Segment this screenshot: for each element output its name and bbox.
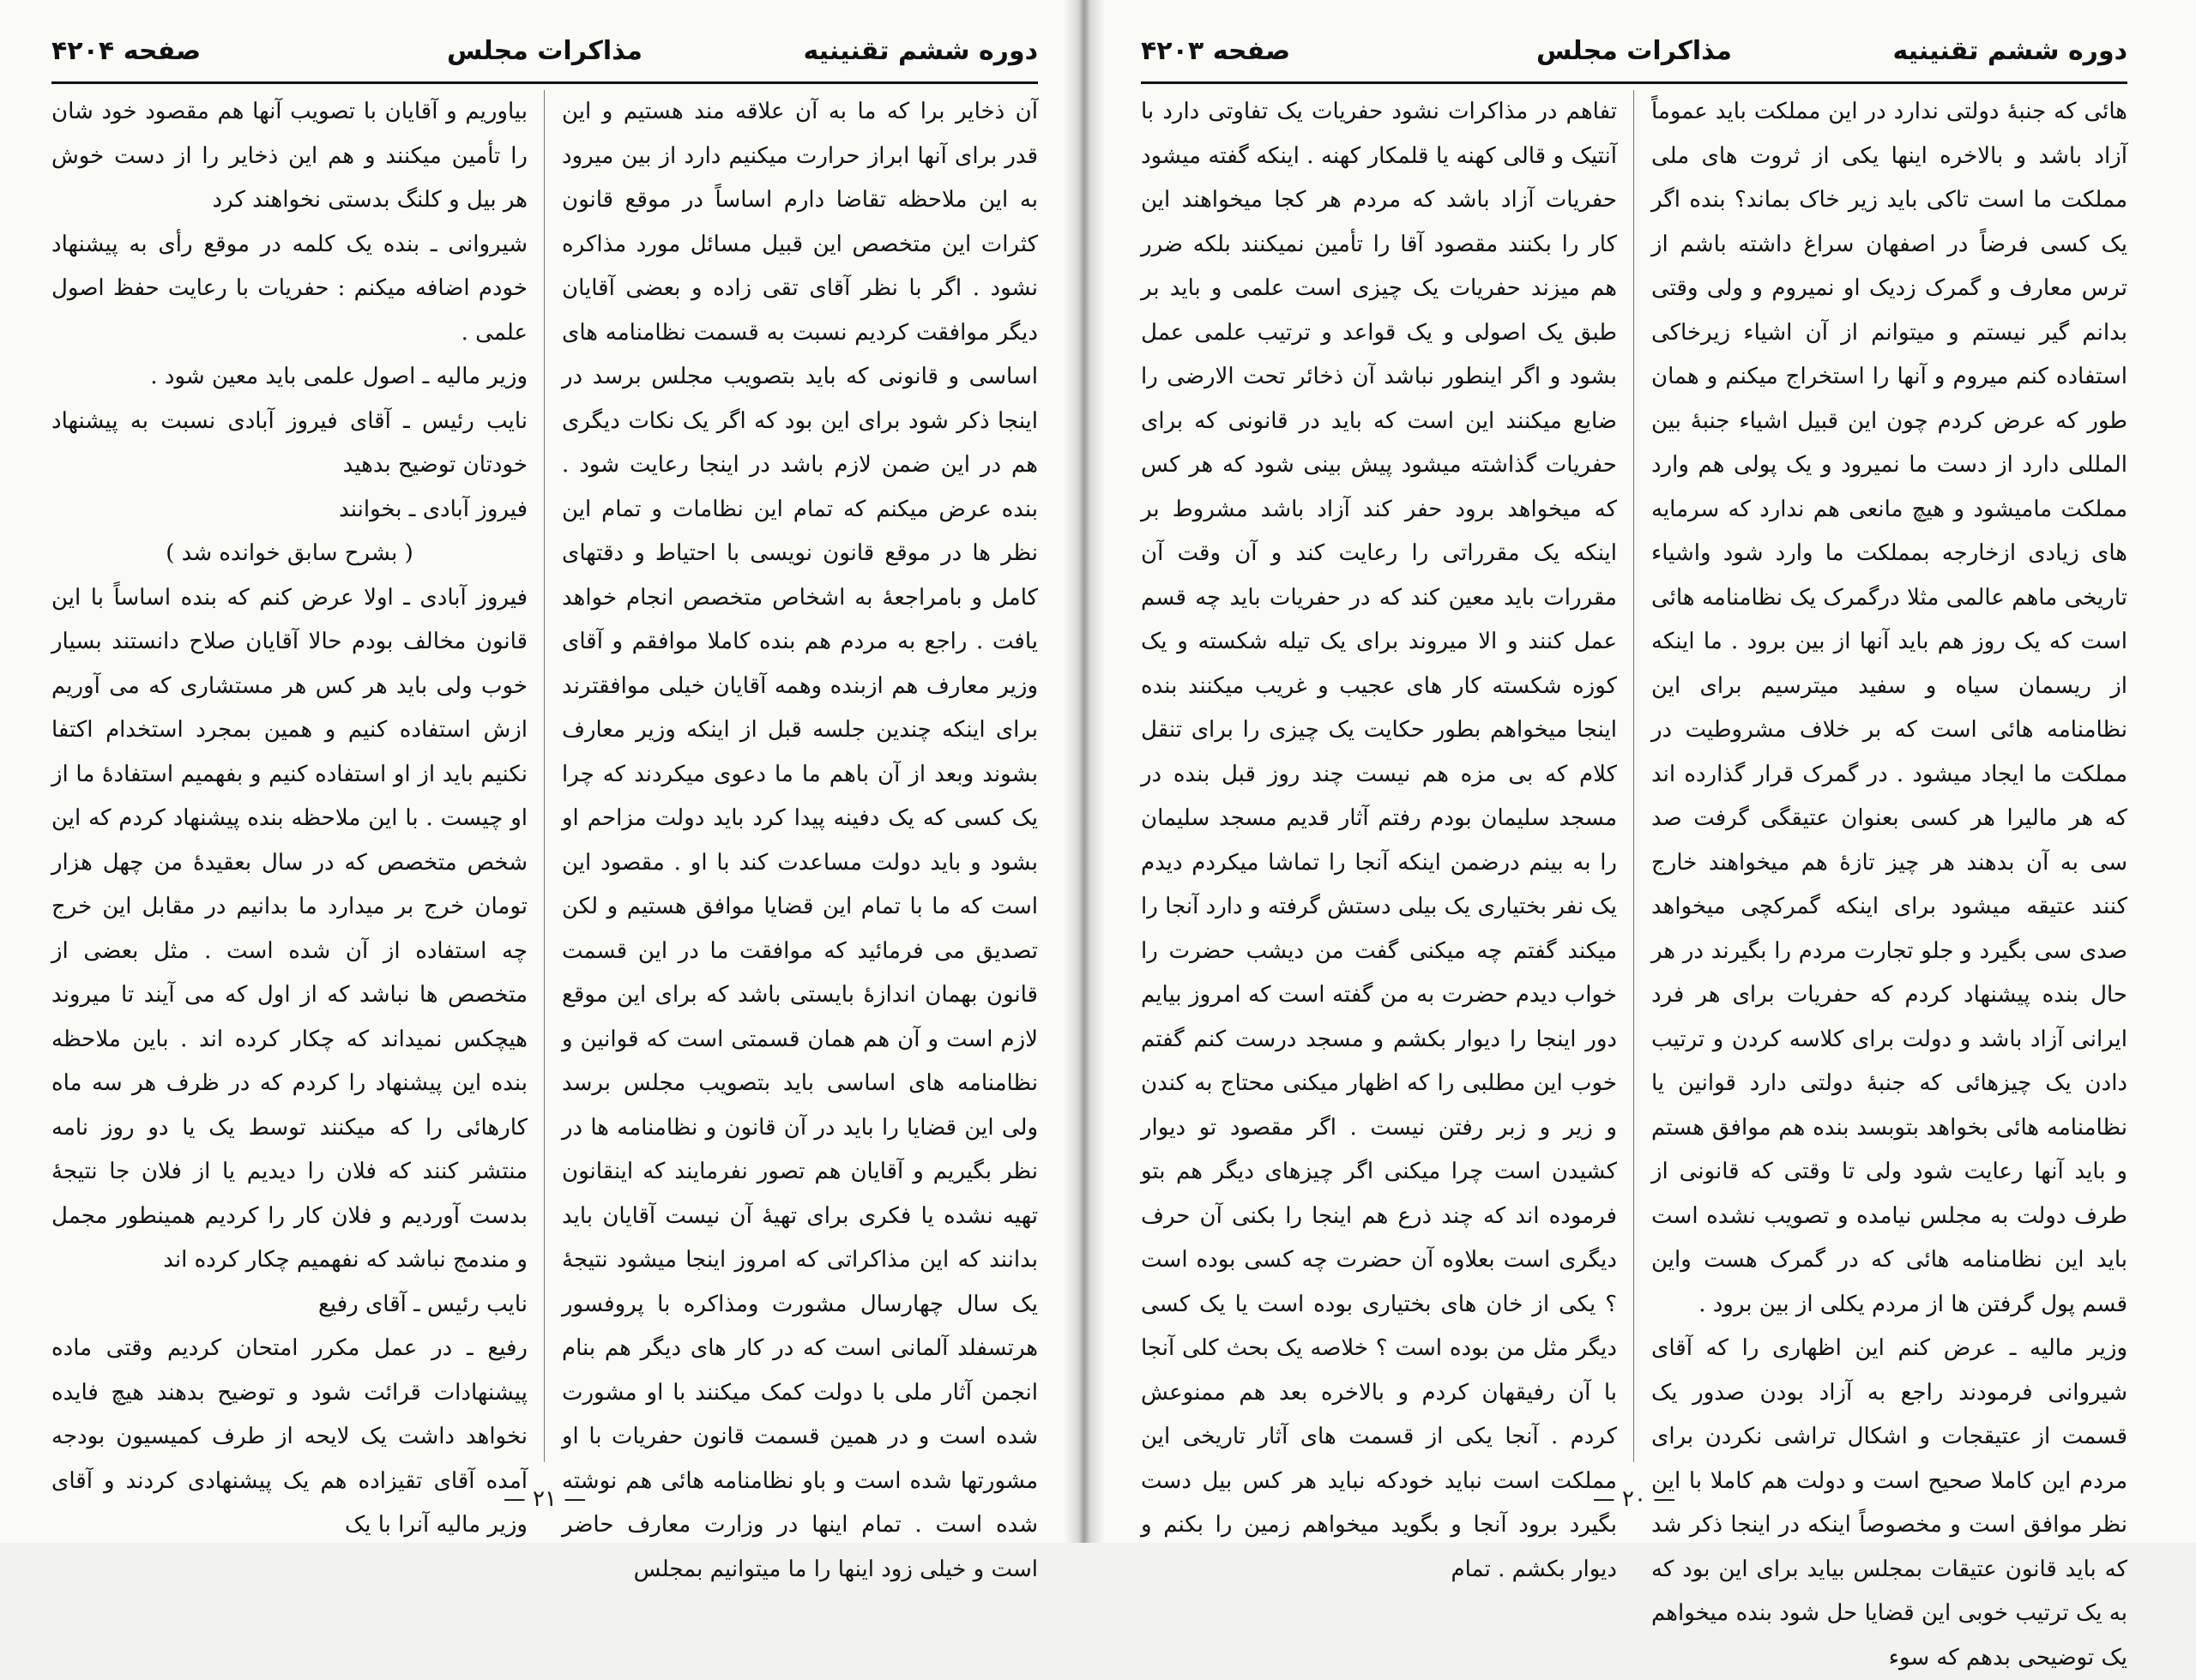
- paragraph: فیروز آبادی ـ بخوانند: [339, 496, 528, 522]
- column-divider: [1633, 90, 1634, 1462]
- page-footer: [26, 1486, 1064, 1512]
- header-title: مذاکرات مجلس: [1535, 36, 1733, 66]
- paragraph: نایب رئیس ـ آقای فیروز آبادی نسبت به پیشنهاد خودتان توضیح بدهید: [51, 407, 528, 478]
- paragraph: تفاهم در مذاکرات نشود حفریات یک تفاوتی دارد با آنتیک و قالی کهنه یا قلمکار کهنه . اینکه گفته میشود حفریات آزاد باشد که مردم هر کجا میخواهند این کار را بکنند مقصود آقا را تأمین نمیکنند بلکه ضرر هم میزند حفریات یک چیزی است علمی و باید بر طبق یک اصولی و یک قواعد و ترتیب علمی عمل بشود و اگر اینطور نباشد آن ذخائر تحت الارضی را ضایع میکنند این است که باید در قانونی که برای حفریات گذاشته میشود پیش بینی شود که هر کس که میخواهد برود حفر کند آزاد باشد مشروط بر اینکه یک مقرراتی را رعایت کند و آن وقت آن مقررات باید معین کند که در حفریات باید چه قسم عمل کنند و الا میروند برای یک تیله شکسته و یک کوزه شکسته کار های عجیب و غریب میکنند بنده اینجا میخواهم بطور حکایت یک چیزی را برای تنقل کلام که بی مزه هم نیست چند روز قبل بنده در مسجد سلیمان بودم رفتم آثار قدیم مسجد سلیمان را به بینم درضمن اینکه آنجا را تماشا میکردم دیدم یک نفر بختیاری یک بیلی دستش گرفته و دارد آنجا را میکند گفتم چه میکنی گفت من دیشب حضرت را خواب دیدم حضرت به من گفته است که امروز بیایم دور اینجا را دیوار بکشم و مسجد درست کنم گفتم خوب این مطلبی را که اظهار میکنی محتاج به کندن و زیر و زبر رفتن نیست . اگر مقصود تو دیوار کشیدن است چرا میکنی اگر چیزهای دیگر هم بتو فرموده اند که چند ذرع هم اینجا را بکنی آن حرف دیگری است بعلاوه آن حضرت چه کسی بوده است ؟ یکی از خان های بختیاری بوده است یا یک کسی دیگر مثل من بوده است ؟ خلاصه یک بحث کلی آنجا با آن رفیقهان کردم و بالاخره بعد هم ممنوعش کردم . آنجا یکی از قسمت های آثار تاریخی این مملکت است نباید خودکه نباید هر کس بیل دست بگیرد برود آنجا و بگوید میخواهم زمین را بکنم و دیوار بکشم . تمام: [1141, 99, 1617, 1582]
- text-column-left: [1141, 90, 1617, 1582]
- book-gutter: [1064, 0, 1105, 1543]
- header-session: دوره ششم تقنینیه: [803, 36, 1038, 66]
- text-column-left: [51, 90, 528, 1538]
- header-page-number: صفحه ۴۲۰۴: [51, 36, 202, 66]
- header-rule: [51, 81, 1038, 84]
- text-column-right: [562, 90, 1038, 1582]
- paragraph: بیاوریم و آقایان با تصویب آنها هم مقصود خود شان را تأمین میکنند و هم این ذخایر را از دست خوش هر بیل و کلنگ بدستی نخواهند کرد: [51, 99, 528, 213]
- paragraph: رفیع ـ در عمل مکرر امتحان کردیم وقتی ماده پیشنهادات قرائت شود و توضیح بدهند هیچ فایده نخواهد داشت یک لایحه از طرف کمیسیون بودجه آمده آقای تقیزاده هم یک پیشنهادی کردند و آقای وزیر مالیه آنرا با یک: [51, 1335, 528, 1538]
- footer-page-number: — ۲۰ —: [1592, 1486, 1676, 1512]
- page-header: [51, 33, 1038, 75]
- page-4204: [26, 0, 1064, 1582]
- header-page-number: صفحه ۴۲۰۳: [1141, 36, 1291, 66]
- paragraph: وزیر مالیه ـ عرض کنم این اظهاری را که آقای شیروانی فرمودند راجع به آزاد بودن صدور یک قسمت از عتیقجات و اشکال تراشی نکردن برای مردم این کاملا صحیح است و دولت هم کاملا با این نظر موافق است و مخصوصاً اینکه در اینجا ذکر شد که باید قانون عتیقات بمجلس بیاید برای این بود که به یک ترتیب خوبی این قضایا حل شود بنده میخواهم یک توضیحی بدهم که سوء: [1651, 1335, 2127, 1671]
- header-session: دوره ششم تقنینیه: [1892, 36, 2127, 66]
- page-4203: [1115, 0, 2153, 1671]
- page-header: [1141, 33, 2127, 75]
- column-divider: [544, 90, 545, 1462]
- paragraph: نایب رئیس ـ آقای رفیع: [318, 1291, 528, 1317]
- paragraph: وزیر مالیه ـ اصول علمی باید معین شود .: [150, 364, 528, 389]
- text-column-right: [1651, 90, 2127, 1671]
- procedural-note: ( بشرح سابق خوانده شد ): [166, 540, 413, 566]
- page-footer: [1115, 1486, 2153, 1512]
- paragraph: شیروانی ـ بنده یک کلمه در موقع رأی به پیشنهاد خودم اضافه میکنم : حفریات با رعایت حفظ اصول علمی .: [51, 231, 528, 346]
- footer-page-number: — ۲۱ —: [503, 1486, 587, 1512]
- paragraph: فیروز آبادی ـ اولا عرض کنم که بنده اساساً با این قانون مخالف بودم حالا آقایان صلاح دانستند بسیار خوب ولی باید هر کس هر مستشاری که می آوریم ازش استفاده کنیم و همین بمجرد استخدام اکتفا نکنیم باید از او استفاده کنیم و بفهمیم استفادهٔ ما از او چیست . با این ملاحظه بنده پیشنهاد کردم که این شخص متخصص که در سال بعقیدهٔ من چهل هزار تومان خرج بر میدارد ما بدانیم در مقابل این خرج چه استفاده از آن شده است . مثل بعضی از متخصص ها نباشد که از اول که می آیند تا میروند هیچکس نمیداند که چکار کرده اند . باین ملاحظه بنده این پیشنهاد را کردم که در ظرف هر سه ماه کارهائی را که میکنند توسط یک یا دو روز نامه منتشر کنند که فلان را دیدیم یا از فلان جا نتیجهٔ بدست آوردیم و فلان کار را کردیم همینطور مجمل و مندمج نباشد که نفهمیم چکار کرده اند: [51, 584, 528, 1273]
- paragraph: هائی که جنبهٔ دولتی ندارد در این مملکت باید عموماً آزاد باشد و بالاخره اینها یکی از ثروت های ملی مملکت ما است تاکی باید زیر خاک بماند؟ بنده اگر یک کسی فرضاً در اصفهان سراغ داشته باشم از ترس معارف و گمرک زدیک او نمیروم و ولی وقتی بدانم گیر نیستم و میتوانم از آن اشیاء زیرخاکی استفاده کنم میروم و آنها را استخراج میکنم و همان طور که عرض کردم چون این قبیل اشیاء جنبهٔ بین المللی دارد از دست ما نمیرود و یک پولی هم وارد مملکت مامیشود و هیچ مانعی هم ندارد که سرمایه های زیادی ازخارجه بمملکت ما وارد شود واشیاء تاریخی ماهم عالمی مثلا درگمرک یک نظامنامه هائی است که یک روز هم باید آنها از بین برود . ما اینکه از ریسمان سیاه و سفید میترسیم برای این نظامنامه هائی است که بر خلاف مشروطیت در مملکت ما ایجاد میشود . در گمرک قرار گذارده اند که هر مالیرا هر کسی بعنوان عتیقگی گرفت صد سی به آن بدهند هر چیز تازهٔ هم میخواهند خارج کنند عتیقه میشود برای اینکه گمرکچی میخواهد صدی سی بگیرد و جلو تجارت مردم را بگیرند در هر حال بنده پیشنهاد کردم که حفریات برای هر فرد ایرانی آزاد باشد و دولت برای کلاسه کردن و ترتیب دادن یک چیزهائی که جنبهٔ دولتی دارد قوانین یا نظامنامه هائی بخواهد بتوبسد بنده هم موافق هستم و باید آنها رعایت شود ولی تا وقتی که قانونی از طرف دولت به مجلس نیامده و تصویب نشده است باید این نظامنامه هائی که در گمرک هست واین قسم پول گرفتن ها از مردم یکلی از بین برود .: [1651, 99, 2127, 1317]
- header-title: مذاکرات مجلس: [446, 36, 643, 66]
- paragraph: آن ذخایر برا که ما به آن علاقه مند هستیم و این قدر برای آنها ابراز حرارت میکنیم دارد از بین میرود به این ملاحظه تقاضا دارم اساساً در موقع قانون کثرات این متخصص این قبیل مسائل مورد مذاکره نشود . اگر با نظر آقای تقی زاده و بعضی آقایان دیگر موافقت کردیم نسبت به قسمت نظامنامه های اساسی و قانونی که باید بتصویب مجلس برسد در اینجا ذکر شود برای این بود که اگر یک نکات دیگری هم در این ضمن لازم باشد در اینجا رعایت شود . بنده عرض میکنم که تمام این نظامات و تمام این نظر ها در موقع قانون نویسی با احتیاط و دقتهای کامل و بامراجعهٔ به اشخاص متخصص انجام خواهد یافت . راجع به مردم هم بنده کاملا موافقم و آقای وزیر معارف هم ازبنده وهمه آقایان خیلی موافقترند برای اینکه چندین جلسه قبل از اینکه وزیر معارف بشوند وبعد از آن باهم ما ما دعوی میکردند که چرا یک کسی که یک دفینه پیدا کرد باید دولت مزاحم او بشود و باید دولت مساعدت کند با او . مقصود این است که ما با تمام این قضایا موافق هستیم و لکن تصدیق می فرمائید که موافقت ما در این قسمت قانون بهمان اندازهٔ بایستی باشد که برای این موقع لازم است و آن هم همان قسمتی است که قوانین و نظامنامه های اساسی باید بتصویب مجلس برسد ولی این قضایا را باید در آن قانون و نظامنامه ها در نظر بگیریم و آقایان هم تصور نفرمایند که اینقانون تهیه نشده یا فکری برای تهیهٔ آن نیست آقایان باید بدانند که این مذاکراتی که امروز اینجا میشود نتیجهٔ یک سال چهارسال مشورت ومذاکره با پروفسور هرتسفلد آلمانی است که در کار های دیگر هم بنام انجمن آثار ملی با دولت کمک میکنند با او مشورت شده است و در همین قسمت قانون حفریات با او مشورتها شده است و باو نظامنامه هائی هم نوشته شده است . تمام اینها در وزارت معارف حاضر است و خیلی زود اینها را ما میتوانیم بمجلس: [562, 99, 1038, 1582]
- header-rule: [1141, 81, 2127, 84]
